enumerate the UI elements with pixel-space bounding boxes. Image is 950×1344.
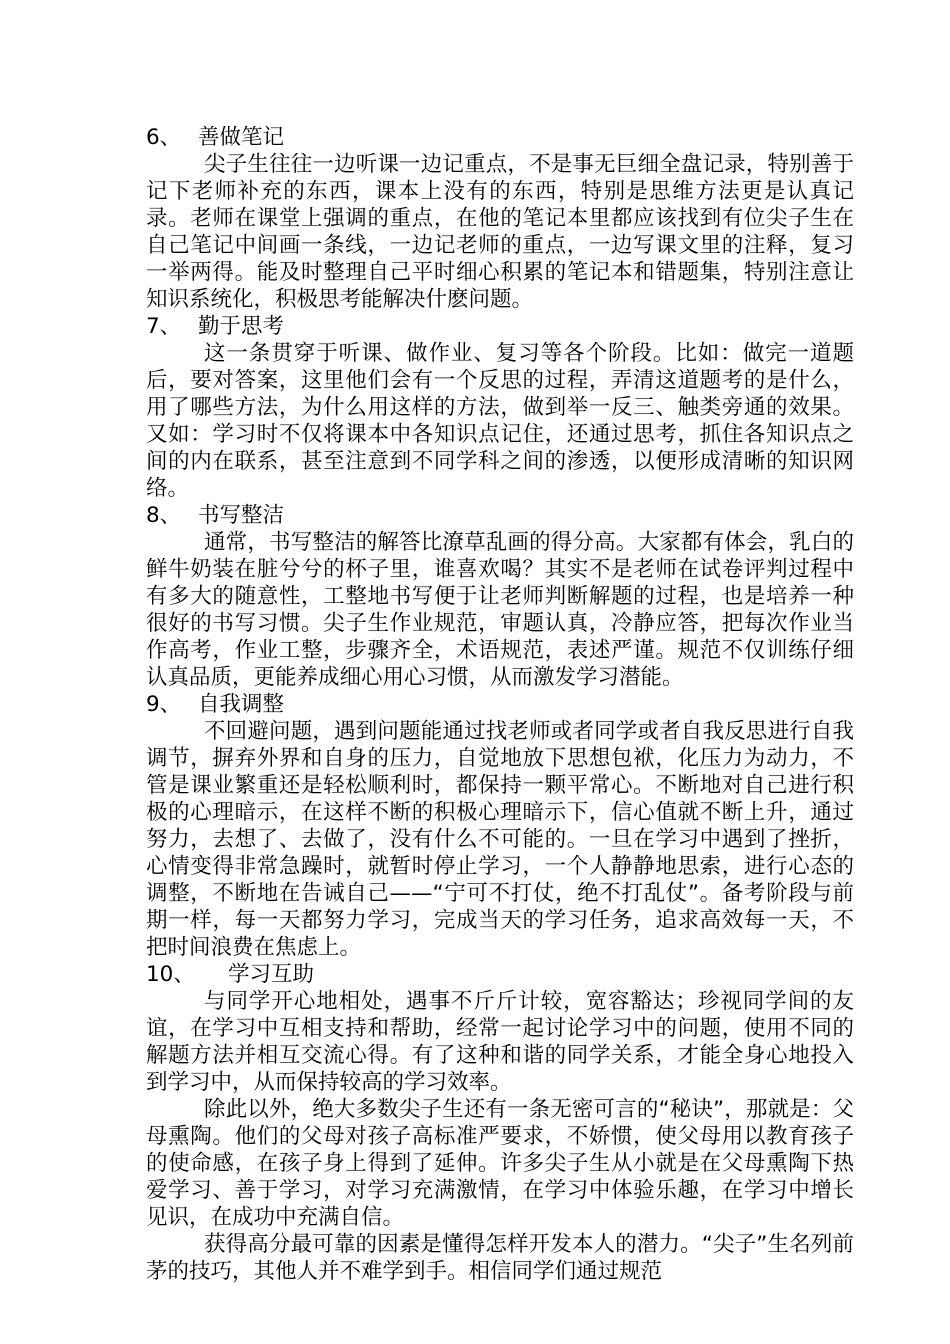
section-title: 勤于思考 bbox=[198, 314, 285, 339]
section-title: 善做笔记 bbox=[198, 125, 285, 150]
section-heading-7 bbox=[146, 313, 854, 340]
section-number: 10、 bbox=[146, 962, 195, 987]
section-paragraph: 与同学开心地相处，遇事不斤斤计较，宽容豁达；珍视同学间的友谊，在学习中互相支持和帮助，经常一起讨论学习中的问题，使用不同的解题方法并相互交流心得。有了这种和谐的同学关系，才能全身心地投入到学习中，从而保持较高的学习效率。 bbox=[146, 989, 854, 1095]
section-heading-8 bbox=[146, 502, 854, 529]
section-number: 9、 bbox=[146, 692, 182, 717]
section-number: 7、 bbox=[146, 314, 182, 339]
section-heading-9 bbox=[146, 691, 854, 718]
section-paragraph: 获得高分最可靠的因素是懂得怎样开发本人的潜力。“尖子”生名列前茅的技巧，其他人并不难学到手。相信同学们通过规范 bbox=[146, 1232, 854, 1284]
section-title: 书写整洁 bbox=[198, 503, 285, 528]
document-page bbox=[146, 124, 854, 1285]
section-heading-6 bbox=[146, 124, 854, 151]
section-heading-10 bbox=[146, 961, 854, 988]
section-paragraph: 除此以外，绝大多数尖子生还有一条无密可言的“秘诀”，那就是：父母熏陶。他们的父母对孩子高标准严要求，不娇惯，使父母用以教育孩子的使命感，在孩子身上得到了延伸。许多尖子生从小就是在父母熏陶下热爱学习、善于学习，对学习充满激情，在学习中体验乐趣，在学习中增长见识，在成功中充满自信。 bbox=[146, 1097, 854, 1230]
section-paragraph: 尖子生往往一边听课一边记重点，不是事无巨细全盘记录，特别善于记下老师补充的东西，课本上没有的东西，特别是思维方法更是认真记录。老师在课堂上强调的重点，在他的笔记本里都应该找到有位尖子生在自己笔记中间画一条线，一边记老师的重点，一边写课文里的注释，复习一举两得。能及时整理自己平时细心积累的笔记本和错题集，特别注意让知识系统化，积极思考能解决什麽问题。 bbox=[146, 152, 854, 312]
section-number: 8、 bbox=[146, 503, 182, 528]
section-title: 学习互助 bbox=[228, 962, 315, 987]
section-paragraph: 通常，书写整洁的解答比潦草乱画的得分高。大家都有体会，乳白的鲜牛奶装在脏兮兮的杯子里，谁喜欢喝？其实不是老师在试卷评判过程中有多大的随意性，工整地书写便于让老师判断解题的过程，也是培养一种很好的书写习惯。尖子生作业规范，审题认真，冷静应答，把每次作业当作高考，作业工整，步骤齐全，术语规范，表述严谨。规范不仅训练仔细认真品质，更能养成细心用心习惯，从而激发学习潜能。 bbox=[146, 530, 854, 690]
section-paragraph: 不回避问题，遇到问题能通过找老师或者同学或者自我反思进行自我调节，摒弃外界和自身的压力，自觉地放下思想包袱，化压力为动力，不管是课业繁重还是轻松顺利时，都保持一颗平常心。不断地对自己进行积极的心理暗示，在这样不断的积极心理暗示下，信心值就不断上升，通过努力，去想了、去做了，没有什么不可能的。一旦在学习中遇到了挫折，心情变得非常急躁时，就暂时停止学习，一个人静静地思索，进行心态的调整，不断地在告诫自己——“宁可不打仗，绝不打乱仗”。备考阶段与前期一样，每一天都努力学习，完成当天的学习任务，追求高效每一天，不把时间浪费在焦虑上。 bbox=[146, 719, 854, 960]
section-number: 6、 bbox=[146, 125, 182, 150]
section-paragraph: 这一条贯穿于听课、做作业、复习等各个阶段。比如：做完一道题后，要对答案，这里他们会有一个反思的过程，弄清这道题考的是什么，用了哪些方法，为什么用这样的方法，做到举一反三、触类旁通的效果。又如：学习时不仅将课本中各知识点记住，还通过思考，抓住各知识点之间的内在联系，甚至注意到不同学科之间的渗透，以便形成清晰的知识网络。 bbox=[146, 341, 854, 501]
section-title: 自我调整 bbox=[198, 692, 285, 717]
